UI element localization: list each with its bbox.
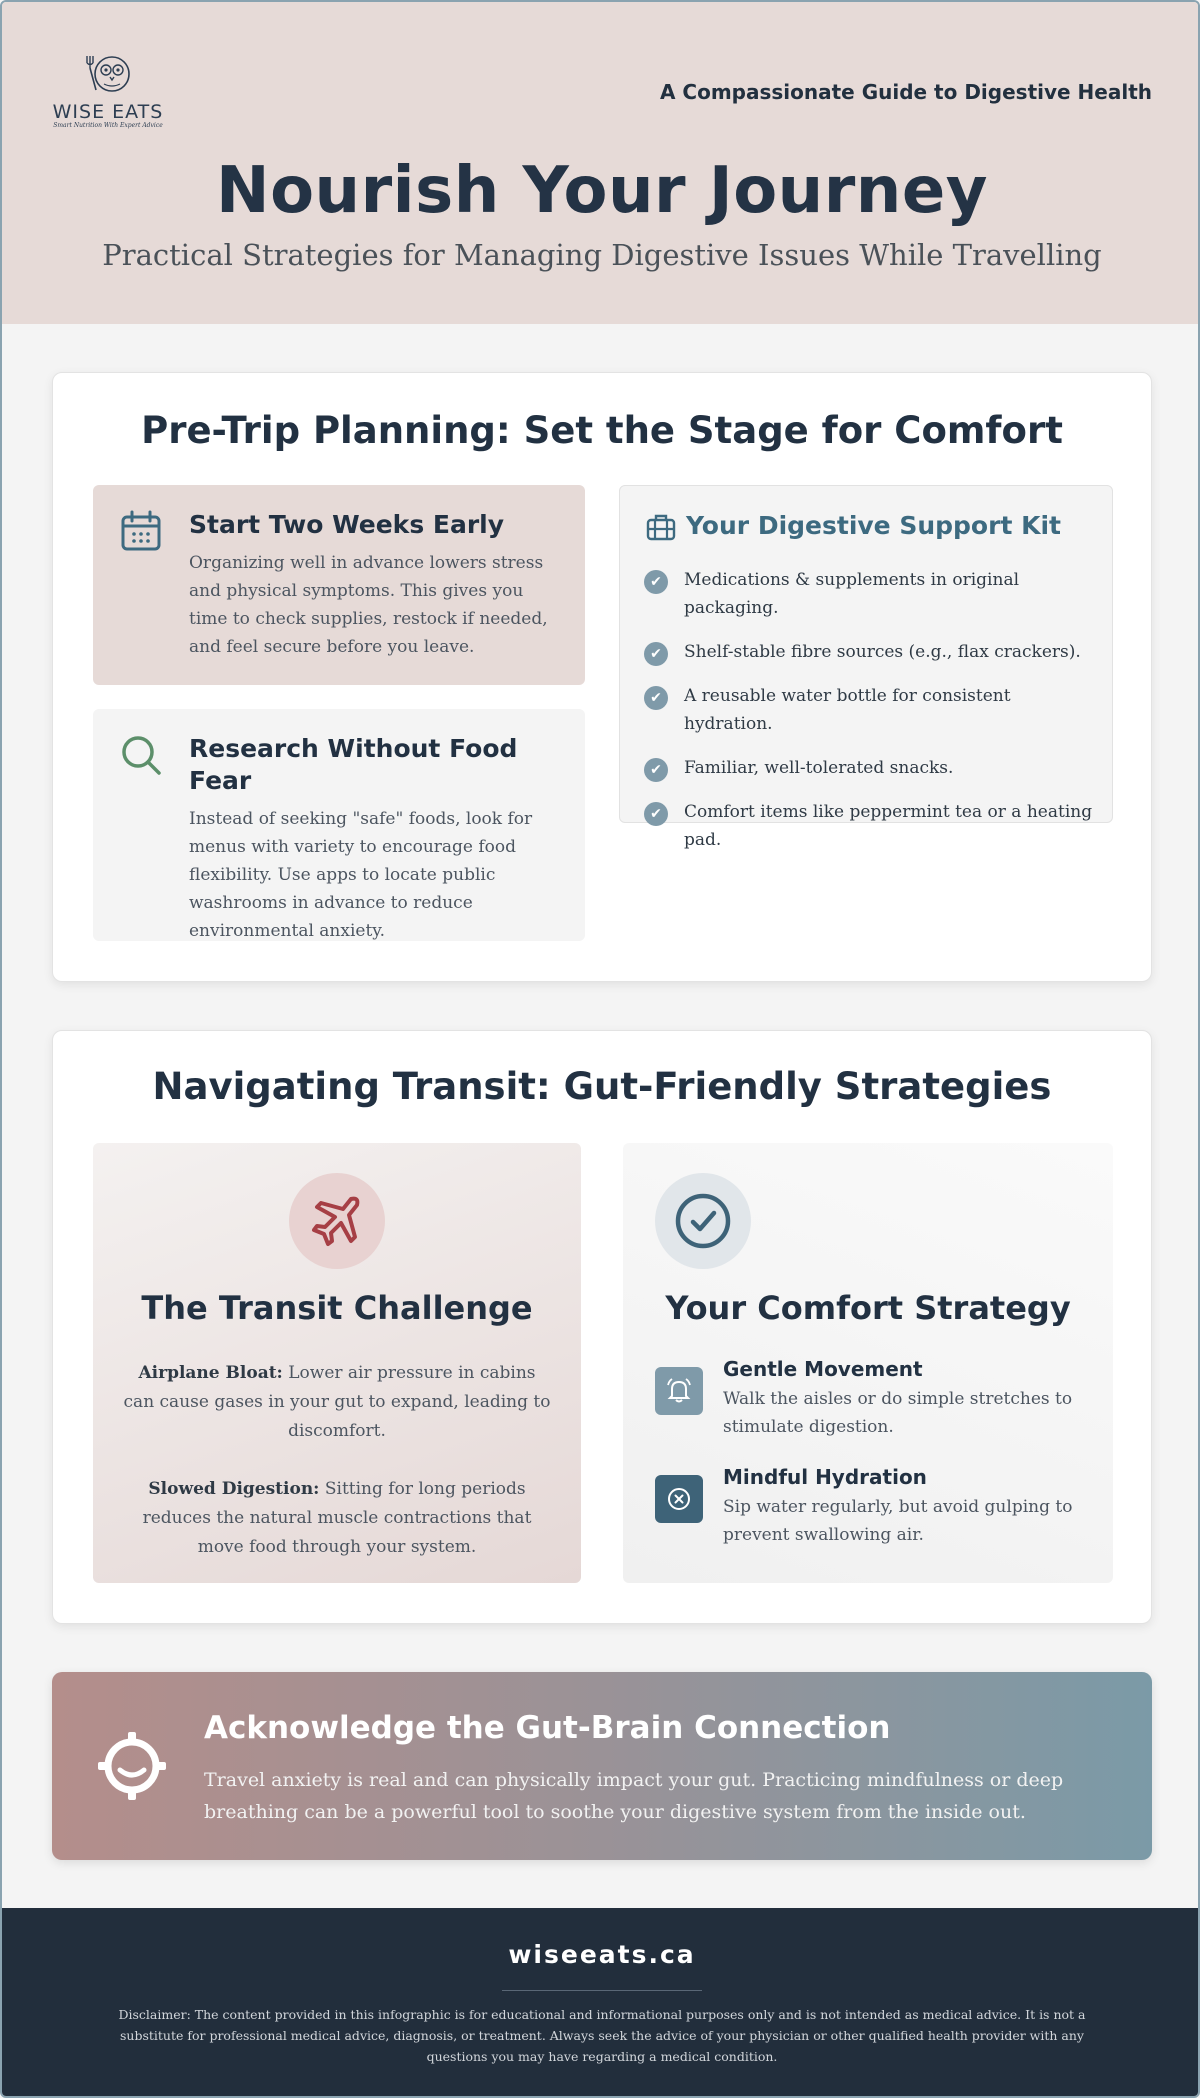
- check-icon: ✔: [644, 570, 668, 594]
- strategy-heading: Gentle Movement: [723, 1357, 923, 1381]
- check-icon: ✔: [644, 758, 668, 782]
- search-icon: [119, 733, 163, 781]
- gear-icon: [96, 1730, 168, 1806]
- slowed-digestion-text: Slowed Digestion: Sitting for long periods reduces the natural muscle contractions that move food through your system.: [142, 1479, 532, 1557]
- transit-title: Navigating Transit: Gut-Friendly Strategies: [152, 1065, 1052, 1108]
- list-item: ✔ Medications & supplements in original packaging.: [644, 566, 1094, 622]
- strategy-heading: Mindful Hydration: [723, 1465, 927, 1489]
- research-text: Instead of seeking "safe" foods, look for menus with variety to encourage food flexibility. Use apps to locate public washrooms in advance to reduce environmental anxiety.: [189, 809, 533, 941]
- support-kit-box: [619, 485, 1113, 850]
- strategy-text: Sip water regularly, but avoid gulping to prevent swallowing air.: [723, 1497, 1073, 1545]
- header: [2, 2, 1200, 324]
- gut-brain-banner: [52, 1672, 1152, 1860]
- support-kit-heading: Your Digestive Support Kit: [686, 511, 1061, 540]
- start-early-text: Organizing well in advance lowers stress and physical symptoms. This gives you time to check supplies, restock if needed, and feel secure before you leave.: [189, 553, 548, 657]
- header-tagline: A Compassionate Guide to Digestive Health: [659, 80, 1152, 104]
- list-item: ✔ A reusable water bottle for consistent hydration.: [644, 682, 1094, 738]
- comfort-strategy-box: [623, 1143, 1113, 1583]
- transit-section: [52, 1030, 1152, 1624]
- research-box: [93, 709, 585, 941]
- pretrip-section: [52, 372, 1152, 982]
- strategy-text: Walk the aisles or do simple stretches to stimulate digestion.: [723, 1389, 1073, 1437]
- check-icon: ✔: [644, 686, 668, 710]
- circle-x-icon: [655, 1475, 703, 1523]
- logo[interactable]: [48, 50, 168, 136]
- banner-text: Travel anxiety is real and can physically impact your gut. Practicing mindfulness or deep breathing can be a powerful tool to soothe your digestive system from the inside out.: [204, 1769, 1064, 1823]
- logo-name: WISE EATS: [52, 101, 164, 123]
- page-title: Nourish Your Journey: [216, 154, 988, 228]
- airplane-icon: [289, 1173, 385, 1269]
- list-item: ✔ Familiar, well-tolerated snacks.: [644, 754, 1094, 782]
- comfort-strategy-heading: Your Comfort Strategy: [665, 1289, 1071, 1327]
- bell-icon: [655, 1367, 703, 1415]
- footer-divider: [502, 1990, 702, 1991]
- transit-challenge-heading: The Transit Challenge: [141, 1289, 533, 1327]
- medical-kit-icon: [646, 513, 676, 545]
- airplane-bloat-text: Airplane Bloat: Lower air pressure in cabins can cause gases in your gut to expand, leading to discomfort.: [123, 1363, 551, 1441]
- check-icon: ✔: [644, 642, 668, 666]
- pretrip-title: Pre-Trip Planning: Set the Stage for Comfort: [141, 409, 1063, 452]
- list-item: ✔ Shelf-stable fibre sources (e.g., flax crackers).: [644, 638, 1094, 666]
- list-item: ✔ Comfort items like peppermint tea or a heating pad.: [644, 798, 1094, 854]
- research-heading: Research Without Food Fear: [189, 734, 518, 795]
- footer: [2, 1908, 1200, 2098]
- footer-site-link[interactable]: wiseeats.ca: [508, 1940, 696, 1969]
- logo-owl-icon: [80, 50, 136, 100]
- start-early-heading: Start Two Weeks Early: [189, 510, 505, 539]
- transit-challenge-box: [93, 1143, 581, 1583]
- check-circle-icon: [655, 1173, 751, 1269]
- check-icon: ✔: [644, 802, 668, 826]
- support-kit-list: [644, 566, 1094, 870]
- logo-tagline: Smart Nutrition With Expert Advice: [53, 122, 163, 129]
- start-early-box: [93, 485, 585, 685]
- footer-disclaimer: Disclaimer: The content provided in this infographic is for educational and informational purposes only and is not intended as medical advice. It is not a substitute for professional medical advice, diagnosis, or treatment. Always seek the advice of your physician or other qualified health provider with any questions you may have regarding a medical condition.: [118, 2007, 1086, 2064]
- page-subtitle: Practical Strategies for Managing Digestive Issues While Travelling: [102, 238, 1102, 272]
- banner-heading: Acknowledge the Gut-Brain Connection: [204, 1710, 891, 1746]
- calendar-icon: [119, 509, 163, 557]
